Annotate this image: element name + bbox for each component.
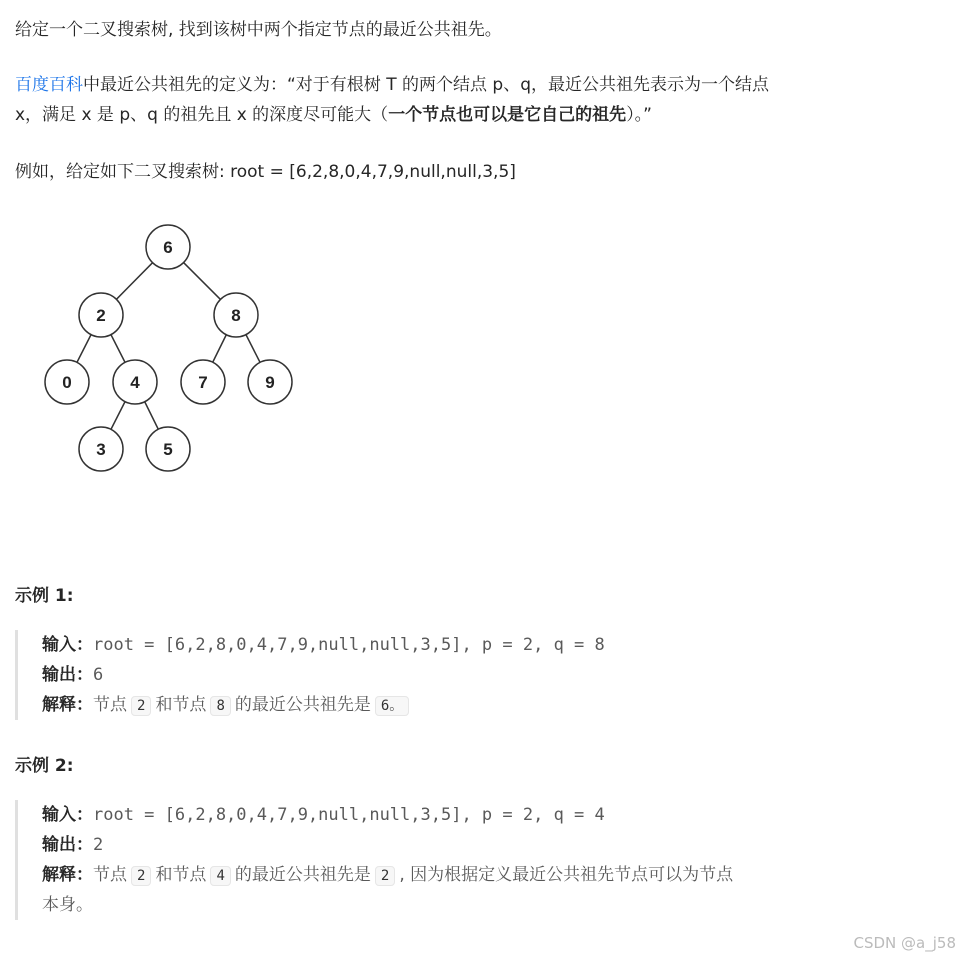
explain-text: 和节点 [155, 865, 207, 885]
tree-edge [246, 335, 260, 363]
tree-edge [111, 335, 125, 363]
tree-node-label: 5 [163, 440, 173, 459]
binary-tree-diagram [0, 0, 320, 500]
example-intro: 例如，给定如下二叉搜索树: root = [6,2,8,0,4,7,9,null,null,3,5] [15, 162, 516, 182]
output-label: 输出： [42, 835, 93, 855]
tree-edge [145, 402, 159, 430]
inline-code: 4 [210, 866, 230, 886]
explain-text: , 因为根据定义最近公共祖先节点可以为节点 [399, 865, 734, 885]
input-label: 输入： [42, 635, 93, 655]
definition-text: x，满足 x 是 p、q 的祖先且 x 的深度尽可能大（ [15, 105, 389, 125]
example-1-title: 示例 1: [15, 586, 74, 606]
explain-text: 本身。 [42, 895, 93, 915]
intro-text: 给定一个二叉搜索树, 找到该树中两个指定节点的最近公共祖先。 [15, 20, 502, 40]
tree-edge [111, 402, 125, 430]
example-2-block [15, 800, 942, 920]
explain-text: 节点 [93, 695, 127, 715]
output-label: 输出： [42, 665, 93, 685]
inline-code: 2 [375, 866, 395, 886]
example-2-title: 示例 2: [15, 756, 74, 776]
explain-text: 的最近公共祖先是 [234, 695, 371, 715]
input-value: root = [6,2,8,0,4,7,9,null,null,3,5], p = 2, q = 4 [93, 805, 605, 825]
output-value: 2 [93, 835, 104, 855]
definition-text: ）。” [626, 105, 652, 125]
inline-code: 6。 [375, 696, 409, 716]
tree-edge [116, 263, 152, 300]
tree-node-label: 2 [96, 306, 106, 325]
inline-code: 2 [131, 866, 151, 886]
watermark: CSDN @a_j58 [853, 934, 956, 952]
tree-node-label: 3 [96, 440, 106, 459]
tree-node-label: 4 [130, 373, 140, 392]
baidu-baike-link[interactable]: 百度百科 [15, 75, 83, 95]
tree-edge [184, 263, 221, 300]
definition-bold: 一个节点也可以是它自己的祖先 [388, 105, 627, 125]
example-1-block [15, 630, 942, 720]
explain-text: 和节点 [155, 695, 207, 715]
explain-text: 的最近公共祖先是 [234, 865, 371, 885]
definition-text: 中最近公共祖先的定义为：“对于有根树 T 的两个结点 p、q，最近公共祖先表示为一个结点 [83, 75, 769, 95]
explain-label: 解释： [42, 865, 93, 885]
output-value: 6 [93, 665, 104, 685]
tree-node-label: 7 [198, 373, 208, 392]
tree-node-label: 8 [231, 306, 241, 325]
explain-text: 节点 [93, 865, 127, 885]
input-value: root = [6,2,8,0,4,7,9,null,null,3,5], p = 2, q = 8 [93, 635, 605, 655]
tree-node-label: 6 [163, 238, 173, 257]
tree-node-label: 9 [265, 373, 275, 392]
tree-node-label: 0 [62, 373, 72, 392]
tree-edge [213, 335, 227, 363]
tree-edge [77, 335, 91, 363]
explain-label: 解释： [42, 695, 93, 715]
inline-code: 2 [131, 696, 151, 716]
inline-code: 8 [210, 696, 230, 716]
input-label: 输入： [42, 805, 93, 825]
